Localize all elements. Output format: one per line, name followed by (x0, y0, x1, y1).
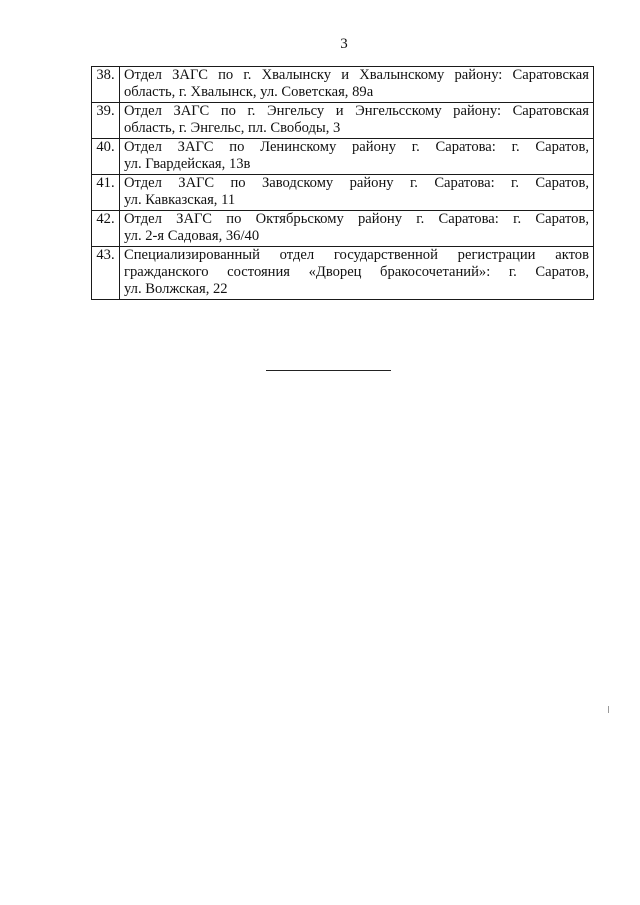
row-number: 40. (92, 139, 120, 175)
office-address (120, 175, 594, 211)
page-number: 3 (340, 36, 348, 52)
address-line: ул. Кавказская, 11 (124, 192, 236, 208)
scan-artifact-mark (608, 706, 609, 713)
address-line: область, г. Хвалынск, ул. Советская, 89а (124, 84, 374, 100)
address-line: Отдел ЗАГС по г. Хвалынску и Хвалынскому району: Саратовская (124, 67, 589, 83)
address-line: Специализированный отдел государственной регистрации актов (124, 247, 589, 263)
table-row (92, 103, 594, 139)
office-address (120, 67, 594, 103)
row-number: 39. (92, 103, 120, 139)
address-line: Отдел ЗАГС по Октябрьскому району г. Саратова: г. Саратов, (124, 211, 589, 227)
row-number: 42. (92, 211, 120, 247)
address-line: ул. Волжская, 22 (124, 281, 228, 297)
address-line: Отдел ЗАГС по г. Энгельсу и Энгельсскому району: Саратовская (124, 103, 589, 119)
office-address (120, 211, 594, 247)
row-number: 38. (92, 67, 120, 103)
address-line: Отдел ЗАГС по Ленинскому району г. Саратова: г. Саратов, (124, 139, 589, 155)
address-line: Отдел ЗАГС по Заводскому району г. Саратова: г. Саратов, (124, 175, 589, 191)
office-address (120, 103, 594, 139)
table-row (92, 211, 594, 247)
office-address (120, 247, 594, 300)
table-row (92, 139, 594, 175)
row-number: 43. (92, 247, 120, 300)
registry-offices-table (91, 66, 594, 300)
address-line: область, г. Энгельс, пл. Свободы, 3 (124, 120, 341, 136)
address-line: ул. Гвардейская, 13в (124, 156, 251, 172)
address-line: гражданского состояния «Дворец бракосочетаний»: г. Саратов, (124, 264, 589, 280)
table-row (92, 247, 594, 300)
office-address (120, 139, 594, 175)
row-number: 41. (92, 175, 120, 211)
table-row (92, 175, 594, 211)
table-row (92, 67, 594, 103)
address-line: ул. 2-я Садовая, 36/40 (124, 228, 260, 244)
end-of-document-rule (266, 370, 391, 371)
